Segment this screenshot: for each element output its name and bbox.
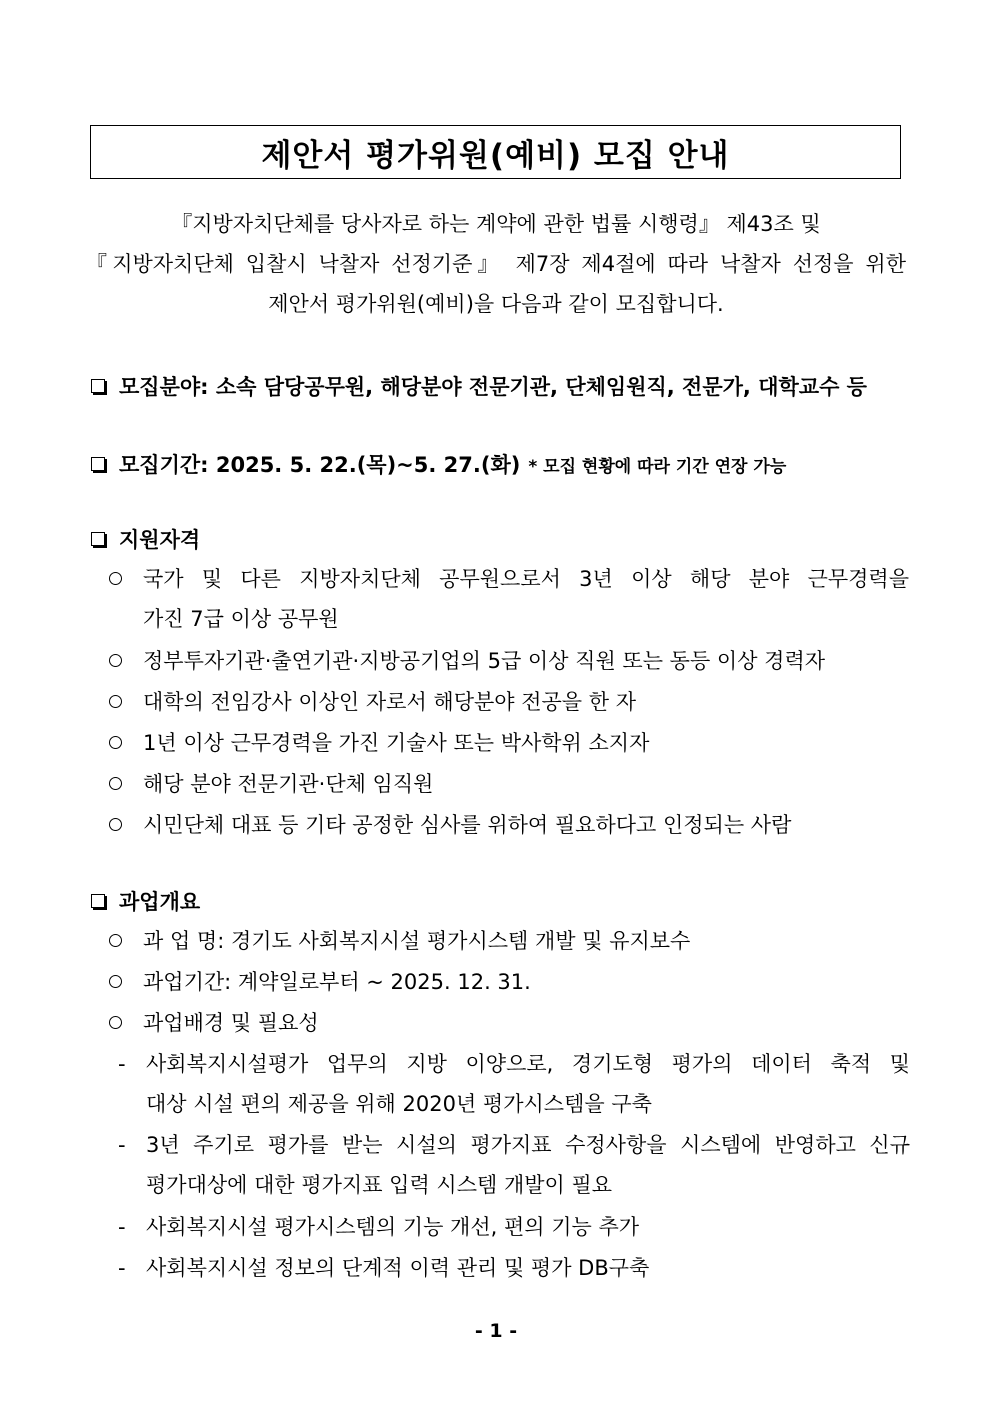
qualification-item: 정부투자기관·출연기관·지방공기업의 5급 이상 직원 또는 동등 이상 경력자 <box>109 641 909 681</box>
dash-bullet: - <box>118 1256 126 1280</box>
circle-bullet-icon <box>109 975 122 988</box>
circle-bullet-icon <box>109 654 122 667</box>
circle-bullet-icon <box>109 818 122 831</box>
page-title: 제안서 평가위원(예비) 모집 안내 <box>261 137 730 174</box>
dash-bullet: - <box>118 1133 126 1157</box>
circle-bullet-icon <box>109 1016 122 1029</box>
section-field <box>90 371 867 401</box>
intro-line-1: 『지방자치단체를 당사자로 하는 계약에 관한 법률 시행령』 제43조 및 <box>171 212 821 236</box>
circle-bullet-icon <box>109 777 122 790</box>
intro-paragraph <box>86 204 906 324</box>
dash-bullet: - <box>118 1052 126 1076</box>
checkbox-bullet-icon <box>91 457 105 471</box>
background-detail: - 사회복지시설평가 업무의 지방 이양으로, 경기도형 평가의 데이터 축적 및 대상 시설 편의 제공을 위해 2020년 평가시스템을 구축 <box>118 1044 910 1124</box>
intro-line-2: 『지방자치단체 입찰시 낙찰자 선정기준』 제7장 제4절에 따라 낙찰자 선정을 위한 <box>86 252 906 276</box>
circle-bullet-icon <box>109 934 122 947</box>
checkbox-bullet-icon <box>91 894 105 908</box>
overview-item-name: 과 업 명: 경기도 사회복지시설 평가시스템 개발 및 유지보수 <box>109 921 909 961</box>
background-detail: - 3년 주기로 평가를 받는 시설의 평가지표 수정사항을 시스템에 반영하고 신규 평가대상에 대한 평가지표 입력 시스템 개발이 필요 <box>118 1125 910 1205</box>
dash-bullet: - <box>118 1215 126 1239</box>
section-qualification <box>90 524 200 554</box>
field-text: 모집분야: 소속 담당공무원, 해당분야 전문기관, 단체임원직, 전문가, 대학교수 등 <box>119 375 867 399</box>
title-box <box>90 125 901 179</box>
overview-heading: 과업개요 <box>119 890 201 914</box>
period-text: 모집기간: 2025. 5. 22.(목)~5. 27.(화) <box>119 453 521 477</box>
overview-item-duration: 과업기간: 계약일로부터 ~ 2025. 12. 31. <box>109 962 909 1002</box>
intro-line-3: 제안서 평가위원(예비)을 다음과 같이 모집합니다. <box>268 292 724 316</box>
qualification-item: 국가 및 다른 지방자치단체 공무원으로서 3년 이상 해당 분야 근무경력을 가진 7급 이상 공무원 <box>109 559 909 639</box>
page-number: - 1 - <box>474 1320 518 1342</box>
overview-item-background: 과업배경 및 필요성 <box>109 1003 909 1043</box>
background-detail: - 사회복지시설 평가시스템의 기능 개선, 편의 기능 추가 <box>118 1207 910 1247</box>
period-note: * 모집 현황에 따라 기간 연장 가능 <box>528 456 787 477</box>
section-overview <box>90 886 200 916</box>
circle-bullet-icon <box>109 736 122 749</box>
checkbox-bullet-icon <box>91 532 105 546</box>
qualification-item: 대학의 전임강사 이상인 자로서 해당분야 전공을 한 자 <box>109 682 909 722</box>
circle-bullet-icon <box>109 695 122 708</box>
section-period <box>90 449 786 479</box>
qualification-heading: 지원자격 <box>119 528 201 552</box>
background-detail: - 사회복지시설 정보의 단계적 이력 관리 및 평가 DB구축 <box>118 1248 910 1288</box>
checkbox-bullet-icon <box>91 379 105 393</box>
circle-bullet-icon <box>109 572 122 585</box>
qualification-item: 시민단체 대표 등 기타 공정한 심사를 위하여 필요하다고 인정되는 사람 <box>109 805 909 845</box>
qualification-item: 1년 이상 근무경력을 가진 기술사 또는 박사학위 소지자 <box>109 723 909 763</box>
qualification-item: 해당 분야 전문기관·단체 임직원 <box>109 764 909 804</box>
